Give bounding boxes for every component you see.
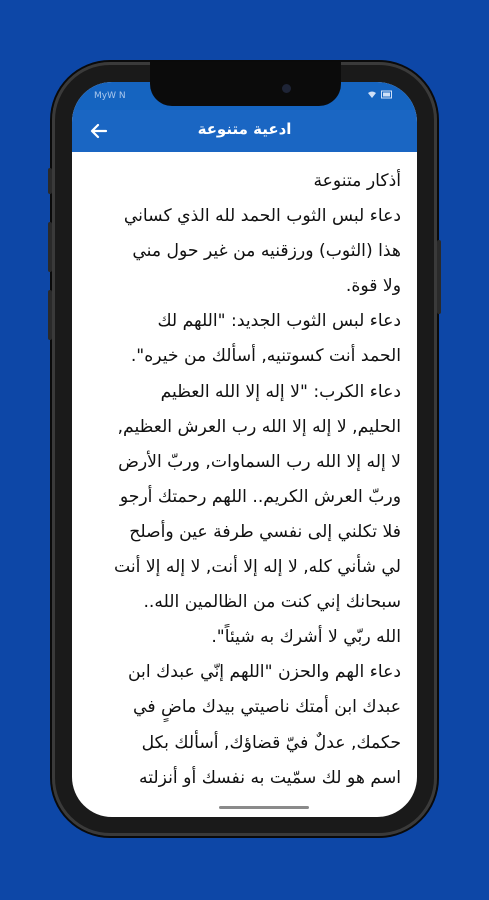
power-button	[437, 240, 441, 314]
text-line: وربّ العرش الكريم.. اللهم رحمتك أرجو	[119, 486, 401, 507]
text-line: الحليم, لا إله إلا الله رب العرش العظيم,	[117, 416, 401, 437]
text-line: حكمك, عدلٌ فيّ قضاؤك, أسألك بكل	[141, 732, 401, 753]
text-line: اسم هو لك سمّيت به نفسك أو أنزلته	[139, 767, 401, 788]
battery-icon	[381, 90, 393, 99]
dua-text	[89, 164, 401, 796]
text-line: ولا قوة.	[345, 276, 401, 297]
text-line: دعاء لبس الثوب الحمد لله الذي كساني	[123, 206, 401, 227]
text-line: هذا (الثوب) ورزقنيه من غير حول مني	[132, 241, 401, 262]
content-scroll-area[interactable]	[72, 152, 417, 817]
status-icons	[367, 90, 393, 99]
volume-up-button	[48, 222, 52, 272]
text-line: سبحانك إني كنت من الظالمين الله..	[143, 592, 401, 613]
text-line: لي شأني كله, لا إله إلا أنت, لا إله إلا أنت	[113, 557, 401, 578]
camera-notch	[150, 62, 341, 106]
text-line: عبدك ابن أمتك ناصيتي بيدك ماضٍ في	[133, 697, 401, 718]
text-line: فلا تكلني إلى نفسي طرفة عين وأصلح	[129, 521, 401, 542]
volume-down-button	[48, 290, 52, 340]
text-line: أذكار متنوعة	[313, 171, 401, 191]
text-line: دعاء الهم والحزن "اللهم إنّي عبدك ابن	[127, 662, 401, 683]
home-indicator[interactable]	[219, 806, 309, 809]
page-title: ادعية متنوعة	[197, 120, 292, 138]
phone-screen	[72, 82, 417, 817]
text-line: الحمد أنت كسوتنيه, أسألك من خيره".	[130, 346, 401, 367]
text-line: لا إله إلا الله رب السماوات, وربّ الأرض	[118, 451, 401, 472]
volume-button	[48, 168, 52, 194]
status-left-text: MyW N	[94, 91, 126, 101]
text-line: الله ربّي لا أشرك به شيئاً".	[211, 627, 401, 648]
wifi-icon	[367, 90, 377, 99]
app-bar	[72, 110, 417, 152]
text-line: دعاء الكرب: "لا إله إلا الله العظيم	[160, 381, 401, 402]
text-line: دعاء لبس الثوب الجديد: "اللهم لك	[157, 311, 401, 332]
front-camera	[282, 84, 291, 93]
